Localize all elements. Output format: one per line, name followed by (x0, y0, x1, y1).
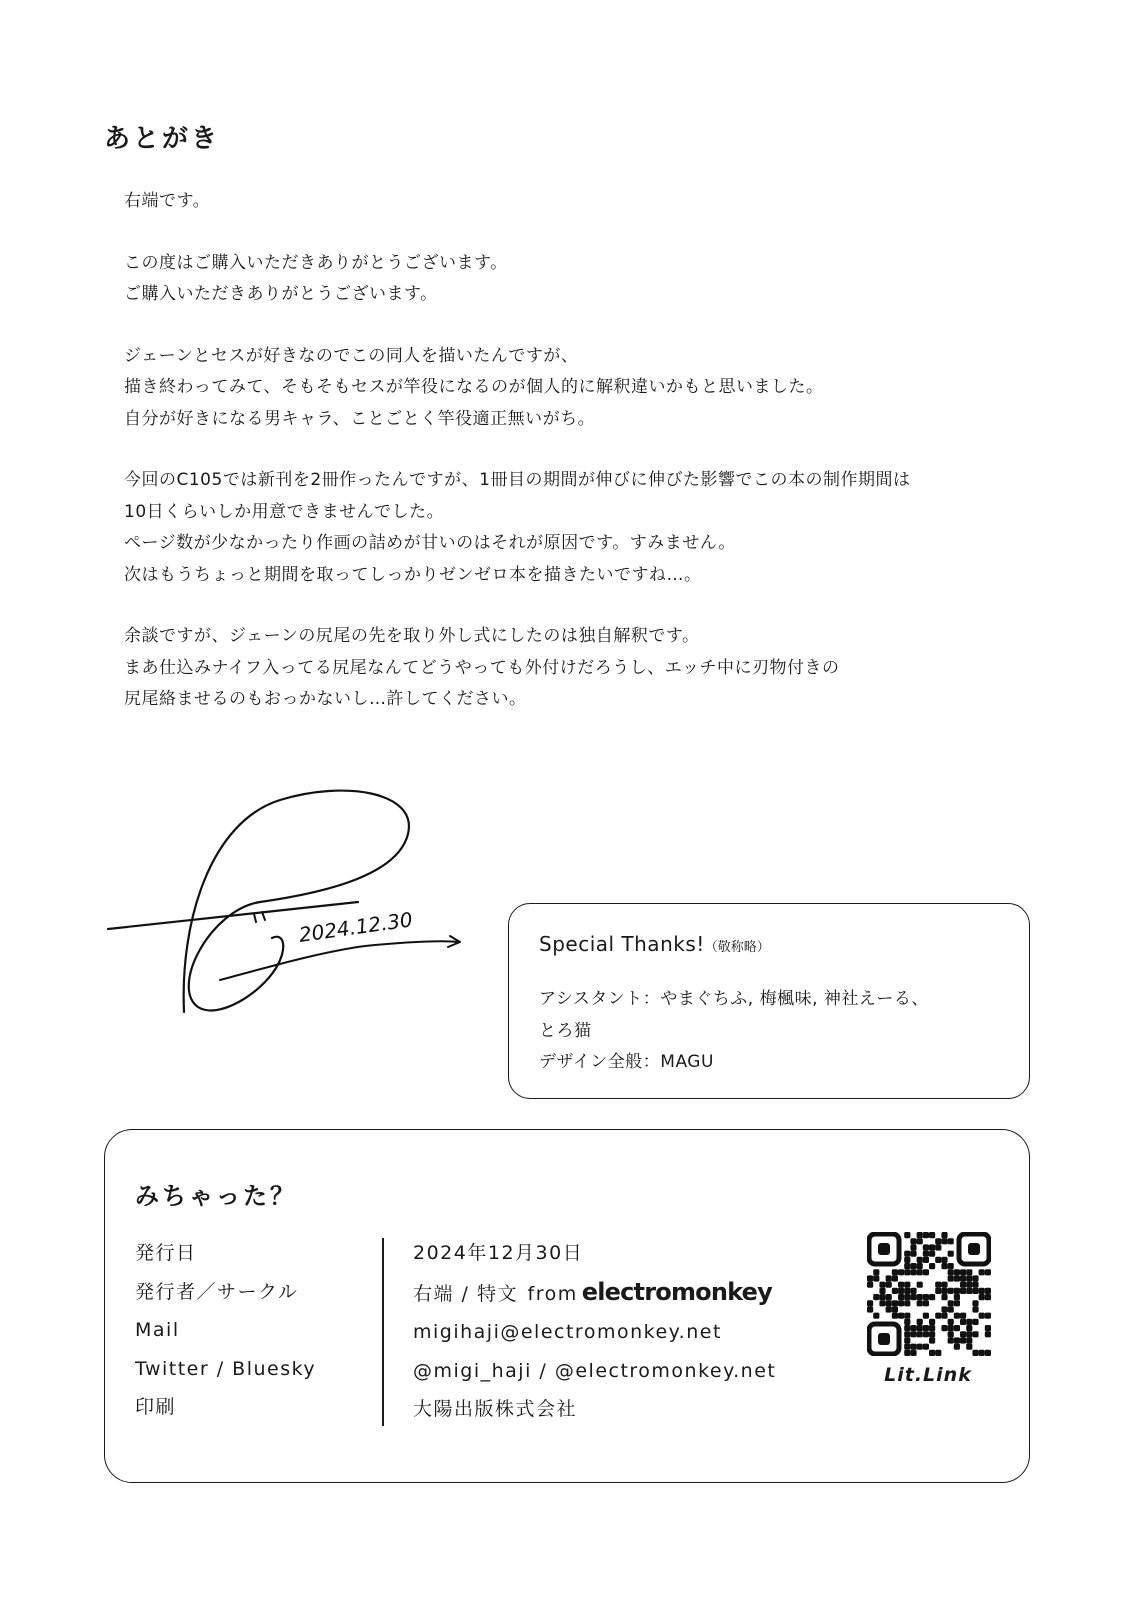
qr-module (941, 1313, 947, 1319)
qr-module (948, 1238, 954, 1244)
qr-module (979, 1350, 985, 1356)
qr-module (904, 1263, 910, 1269)
qr-module (867, 1306, 873, 1312)
qr-module (917, 1238, 923, 1244)
qr-module (910, 1269, 916, 1275)
qr-module (960, 1282, 966, 1288)
value-printer: 大陽出版株式会社 (413, 1398, 578, 1420)
qr-module (892, 1313, 898, 1319)
qr-module (867, 1282, 873, 1288)
qr-module (917, 1325, 923, 1331)
qr-module (917, 1319, 923, 1325)
qr-module (873, 1275, 879, 1281)
special-thanks-heading: Special Thanks! (539, 932, 705, 956)
qr-module (917, 1331, 923, 1337)
text-line: ご購入いただきありがとうございます。 (124, 284, 438, 304)
qr-module (954, 1313, 960, 1319)
qr-module (904, 1337, 910, 1343)
qr-module (948, 1288, 954, 1294)
qr-module (985, 1350, 991, 1356)
qr-module (948, 1300, 954, 1306)
credit-line: デザイン全般：MAGU (539, 1052, 714, 1072)
qr-module (879, 1300, 885, 1306)
colophon-title: みちゃった？ (135, 1182, 297, 1210)
qr-module (879, 1294, 885, 1300)
qr-module (886, 1306, 892, 1312)
signature-date: 2024.12.30 (297, 907, 415, 947)
qr-module (873, 1294, 879, 1300)
afterword-title: あとがき (104, 124, 221, 154)
value-publisher (413, 1273, 776, 1314)
qr-module (960, 1337, 966, 1343)
qr-module (960, 1269, 966, 1275)
qr-module (898, 1269, 904, 1275)
qr-module (948, 1337, 954, 1343)
qr-module (979, 1294, 985, 1300)
qr-module (948, 1263, 954, 1269)
qr-module (960, 1313, 966, 1319)
qr-module (985, 1325, 991, 1331)
handwritten-signature (100, 762, 480, 1022)
qr-module (873, 1313, 879, 1319)
qr-module (917, 1269, 923, 1275)
qr-module (929, 1294, 935, 1300)
qr-module (941, 1232, 947, 1238)
qr-module (917, 1257, 923, 1263)
colophon-values (413, 1234, 776, 1429)
qr-module (966, 1288, 972, 1294)
qr-module (972, 1350, 978, 1356)
qr-module (929, 1244, 935, 1250)
qr-code-icon[interactable] (867, 1232, 991, 1356)
value-mail[interactable]: migihaji@electromonkey.net (413, 1321, 722, 1343)
qr-module (954, 1275, 960, 1281)
qr-module (923, 1325, 929, 1331)
qr-label: Lit.Link (884, 1364, 972, 1386)
qr-module (954, 1294, 960, 1300)
qr-module (966, 1337, 972, 1343)
qr-module (941, 1263, 947, 1269)
qr-module (898, 1288, 904, 1294)
label-social: Twitter / Bluesky (135, 1357, 317, 1380)
special-thanks-box (508, 903, 1030, 1099)
qr-module (972, 1319, 978, 1325)
qr-module (904, 1288, 910, 1294)
qr-module (941, 1325, 947, 1331)
qr-module (966, 1325, 972, 1331)
qr-module (923, 1294, 929, 1300)
qr-module (910, 1294, 916, 1300)
qr-module (867, 1300, 873, 1306)
qr-module (923, 1257, 929, 1263)
qr-module (966, 1344, 972, 1350)
qr-module (898, 1294, 904, 1300)
qr-module (917, 1300, 923, 1306)
qr-module (935, 1257, 941, 1263)
qr-module (929, 1232, 935, 1238)
qr-module (935, 1238, 941, 1244)
text-line: 尻尾絡ませるのもおっかないし…許してください。 (124, 689, 527, 709)
qr-module (979, 1313, 985, 1319)
qr-module (929, 1251, 935, 1257)
honorifics-note: （敬称略） (704, 940, 770, 955)
paragraph (124, 621, 1024, 716)
qr-module (941, 1294, 947, 1300)
qr-module (904, 1269, 910, 1275)
qr-module (904, 1350, 910, 1356)
qr-module (972, 1300, 978, 1306)
qr-module (985, 1313, 991, 1319)
qr-module (867, 1275, 873, 1281)
qr-module (879, 1288, 885, 1294)
qr-module (923, 1232, 929, 1238)
qr-finder (968, 1243, 980, 1255)
qr-module (892, 1288, 898, 1294)
colophon-divider (382, 1238, 384, 1426)
qr-module (985, 1288, 991, 1294)
qr-module (972, 1306, 978, 1312)
text-line: この度はご購入いただきありがとうございます。 (124, 252, 508, 273)
qr-module (966, 1275, 972, 1281)
colophon-labels (135, 1234, 316, 1427)
special-thanks-title (539, 932, 770, 956)
qr-module (954, 1344, 960, 1350)
qr-module (929, 1350, 935, 1356)
colophon-box (104, 1129, 1030, 1483)
qr-module (910, 1350, 916, 1356)
qr-module (966, 1269, 972, 1275)
label-publish-date: 発行日 (135, 1242, 197, 1264)
qr-module (966, 1331, 972, 1337)
qr-module (929, 1331, 935, 1337)
qr-module (892, 1300, 898, 1306)
qr-module (972, 1282, 978, 1288)
afterword-body (124, 186, 1024, 746)
qr-module (886, 1282, 892, 1288)
qr-module (904, 1313, 910, 1319)
paragraph (124, 186, 1024, 218)
text-line: ページ数が少なかったり作画の詰めが甘いのはそれが原因です。すみません。 (124, 533, 736, 553)
qr-module (910, 1344, 916, 1350)
qr-module (948, 1251, 954, 1257)
qr-module (985, 1294, 991, 1300)
qr-module (948, 1331, 954, 1337)
qr-module (923, 1344, 929, 1350)
qr-module (954, 1300, 960, 1306)
qr-module (904, 1251, 910, 1257)
qr-module (960, 1331, 966, 1337)
qr-module (898, 1282, 904, 1288)
text-line: 今回のC105では新刊を2冊作ったんですが、1冊目の期間が伸びに伸びた影響でこの本の制作期間は (124, 470, 911, 490)
qr-module (941, 1238, 947, 1244)
qr-module (929, 1263, 935, 1269)
credit-line: とろ猫 (539, 1020, 592, 1041)
qr-module (886, 1300, 892, 1306)
qr-module (954, 1269, 960, 1275)
qr-module (966, 1319, 972, 1325)
qr-module (948, 1325, 954, 1331)
qr-module (935, 1288, 941, 1294)
qr-module (935, 1350, 941, 1356)
qr-module (954, 1325, 960, 1331)
qr-module (910, 1238, 916, 1244)
qr-module (904, 1232, 910, 1238)
qr-module (923, 1313, 929, 1319)
paragraph (124, 465, 1024, 591)
qr-module (972, 1275, 978, 1281)
qr-module (972, 1288, 978, 1294)
qr-module (941, 1288, 947, 1294)
qr-module (910, 1251, 916, 1257)
qr-module (904, 1331, 910, 1337)
paragraph (124, 248, 1024, 311)
qr-module (904, 1300, 910, 1306)
qr-module (941, 1282, 947, 1288)
qr-module (923, 1251, 929, 1257)
signature-stroke (184, 791, 409, 1012)
qr-module (904, 1319, 910, 1325)
qr-module (979, 1269, 985, 1275)
special-thanks-list (539, 984, 929, 1079)
qr-module (873, 1269, 879, 1275)
qr-module (960, 1275, 966, 1281)
qr-module (985, 1269, 991, 1275)
qr-module (985, 1331, 991, 1337)
qr-module (923, 1244, 929, 1250)
qr-module (935, 1282, 941, 1288)
qr-module (929, 1319, 935, 1325)
qr-module (917, 1282, 923, 1288)
qr-module (923, 1269, 929, 1275)
qr-module (879, 1282, 885, 1288)
qr-module (972, 1331, 978, 1337)
qr-module (960, 1319, 966, 1325)
qr-module (923, 1300, 929, 1306)
qr-module (948, 1306, 954, 1312)
qr-module (948, 1319, 954, 1325)
text-line: まあ仕込みナイフ入ってる尻尾なんてどうやっても外付けだろうし、エッチ中に刃物付きの (124, 657, 840, 678)
electromonkey-logo: electromonkey (581, 1277, 772, 1306)
qr-module (904, 1257, 910, 1263)
qr-module (954, 1337, 960, 1343)
qr-finder (878, 1333, 890, 1345)
qr-module (917, 1263, 923, 1269)
qr-module (892, 1275, 898, 1281)
qr-module (886, 1294, 892, 1300)
from-word: from (527, 1282, 578, 1305)
qr-module (960, 1288, 966, 1294)
qr-module (941, 1257, 947, 1263)
qr-module (892, 1306, 898, 1312)
qr-module (904, 1282, 910, 1288)
qr-module (904, 1294, 910, 1300)
qr-module (979, 1288, 985, 1294)
qr-module (886, 1275, 892, 1281)
qr-module (935, 1244, 941, 1250)
qr-module (910, 1331, 916, 1337)
text-line: 自分が好きになる男キャラ、ことごとく竿役適正無いがち。 (124, 408, 596, 429)
qr-module (910, 1325, 916, 1331)
text-line: 右端です。 (124, 191, 211, 211)
label-printer: 印刷 (135, 1396, 177, 1418)
paragraph (124, 341, 1024, 436)
qr-module (917, 1344, 923, 1350)
publisher-name: 右端 / 特文 (413, 1282, 518, 1305)
label-publisher: 発行者／サークル (135, 1280, 299, 1303)
qr-module (910, 1288, 916, 1294)
text-line: 描き終わってみて、そもそもセスが竿役になるのが個人的に解釈違いかもと思いました。 (124, 377, 824, 397)
qr-module (898, 1313, 904, 1319)
qr-module (898, 1300, 904, 1306)
qr-module (910, 1244, 916, 1250)
label-mail: Mail (135, 1319, 180, 1341)
signature-stroke (220, 936, 460, 980)
qr-module (904, 1344, 910, 1350)
qr-module (935, 1313, 941, 1319)
qr-module (917, 1232, 923, 1238)
text-line: 10日くらいしか用意できませんでした。 (124, 501, 445, 522)
qr-module (941, 1306, 947, 1312)
qr-module (954, 1288, 960, 1294)
qr-module (929, 1337, 935, 1343)
qr-module (948, 1275, 954, 1281)
qr-module (892, 1269, 898, 1275)
qr-finder (878, 1243, 890, 1255)
text-line: ジェーンとセスが好きなのでこの同人を描いたんですが、 (124, 345, 579, 366)
qr-module (929, 1325, 935, 1331)
value-publish-date: 2024年12月30日 (413, 1242, 584, 1264)
qr-module (923, 1331, 929, 1337)
value-social[interactable]: @migi_haji / @electromonkey.net (413, 1359, 777, 1382)
text-line: 余談ですが、ジェーンの尻尾の先を取り外し式にしたのは独自解釈です。 (124, 626, 700, 646)
qr-module (910, 1263, 916, 1269)
qr-module (904, 1325, 910, 1331)
qr-module (966, 1282, 972, 1288)
qr-module (917, 1294, 923, 1300)
credit-line: アシスタント：やまぐちふ, 梅楓味, 神社えーる、 (539, 989, 929, 1009)
qr-module (948, 1269, 954, 1275)
text-line: 次はもうちょっと期間を取ってしっかりゼンゼロ本を描きたいですね…。 (124, 564, 702, 585)
